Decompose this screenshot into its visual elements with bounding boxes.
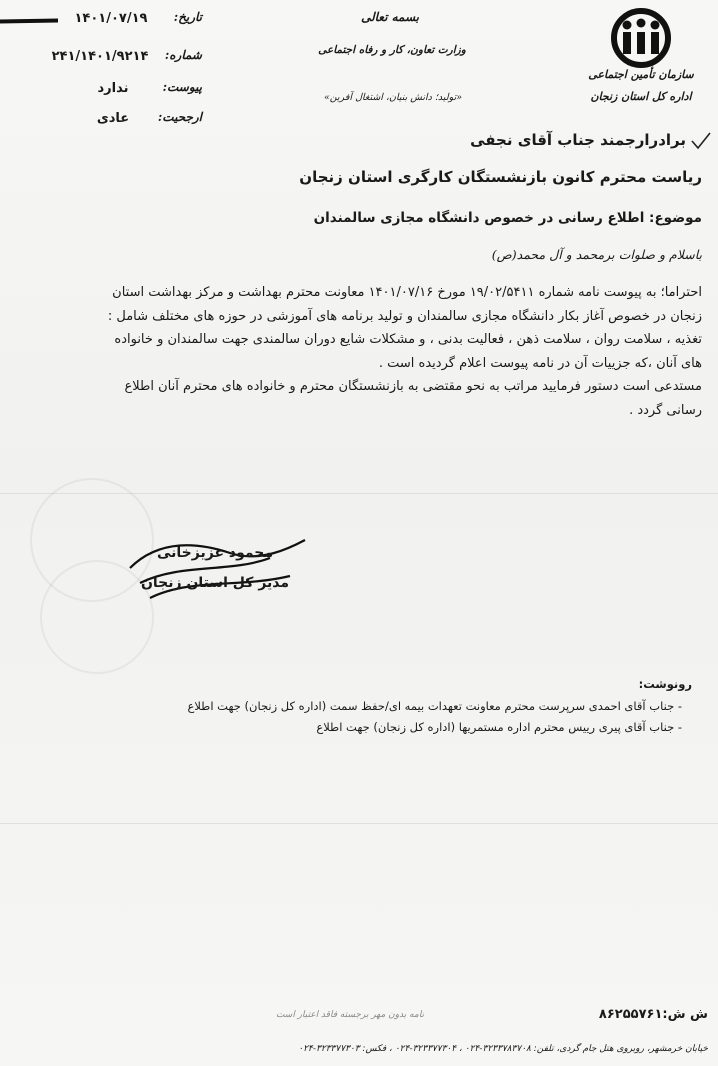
recipient-line-2: ریاست محترم کانون بازنشستگان کارگری استان زنجان: [299, 168, 702, 186]
org-office: اداره کل استان زنجان: [590, 90, 692, 103]
cc-label: رونوشت:: [638, 677, 692, 691]
recipient-line-1: برادرارجمند جناب آقای نجفی: [470, 131, 686, 149]
signer-name: محمود عزیزخانی: [157, 545, 273, 561]
redaction-mark: [0, 18, 58, 23]
social-security-logo: [604, 8, 678, 68]
date-label: تاریخ:: [173, 10, 202, 24]
body-line: مستدعی است دستور فرمایید مراتب به نحو مقتضی به بازنشستگان محترم و خانواده های محترم آنان اطلاع: [124, 379, 702, 394]
number-value: ۲۴۱/۱۴۰۱/۹۲۱۴: [51, 49, 149, 64]
subject-line: موضوع: اطلاع رسانی در خصوص دانشگاه مجازی سالمندان: [313, 210, 702, 226]
cc-list: [150, 696, 682, 738]
fold-line-2: [0, 823, 718, 824]
check-mark-icon: [690, 131, 712, 151]
priority-label: ارجحیت:: [157, 110, 202, 124]
body-line: رسانی گردد .: [629, 402, 702, 418]
body-line: تغذیه ، سلامت روان ، سلامت ذهن ، فعالیت بدنی ، و مشکلات شایع دوران سالمندی جهت سالمندان و خانواده: [114, 332, 702, 347]
attachment-value: ندارد: [97, 81, 129, 96]
serial-number: ش ش:۸۶۲۵۵۷۶۱: [598, 1007, 708, 1022]
watermark-note: نامه بدون مهر برجسته فاقد اعتبار است: [275, 1010, 425, 1020]
priority-value: عادی: [96, 111, 130, 126]
handwritten-signature: [120, 528, 310, 608]
signer-title: مدیر کل استان زنجان: [140, 575, 290, 591]
slogan-text: «تولید؛ دانش بنیان، اشتغال آفرین»: [323, 92, 463, 103]
letter-body: [30, 281, 702, 422]
body-line: زنجان در خصوص آغاز بکار دانشگاه مجازی سالمندان و تولید برنامه های آموزشی در حوزه های مختلف شامل :: [107, 308, 702, 324]
org-name: سازمان تأمین اجتماعی: [588, 68, 694, 81]
greeting-text: باسلام و صلوات برمحمد و آل محمد(ص): [491, 247, 702, 262]
invocation-text: بسمه تعالی: [360, 10, 420, 24]
cc-item: - جناب آقای پیری رییس محترم اداره مستمریها (اداره کل زنجان) جهت اطلاع: [316, 720, 682, 734]
footer-address: خیابان خرمشهر، روبروی هتل جام گردی، تلفن: ۳۲۳۳۷۸۳۷۰۸-۰۲۴ ، ۳۲۳۳۷۷۳۰۴-۰۲۴ ، فکس: ۳۲۳۳۷۷۳۰۳-۰۲۴: [298, 1044, 708, 1054]
ministry-text: وزارت تعاون، کار و رفاه اجتماعی: [318, 44, 466, 56]
number-label: شماره:: [164, 48, 202, 62]
body-line: احتراما؛ به پیوست نامه شماره ۱۹/۰۲/۵۴۱۱ مورخ ۱۴۰۱/۰۷/۱۶ معاونت محترم بهداشت و مرکز بهداشت استان: [112, 285, 702, 300]
date-value: ۱۴۰۱/۰۷/۱۹: [74, 11, 148, 26]
body-line: های آنان ،که جزییات آن در نامه پیوست اعلام گردیده است .: [378, 355, 702, 371]
attachment-label: پیوست:: [162, 80, 202, 94]
cc-item: - جناب آقای احمدی سرپرست محترم معاونت تعهدات بیمه ای/حفظ سمت (اداره کل زنجان) جهت اطلاع: [187, 699, 682, 713]
